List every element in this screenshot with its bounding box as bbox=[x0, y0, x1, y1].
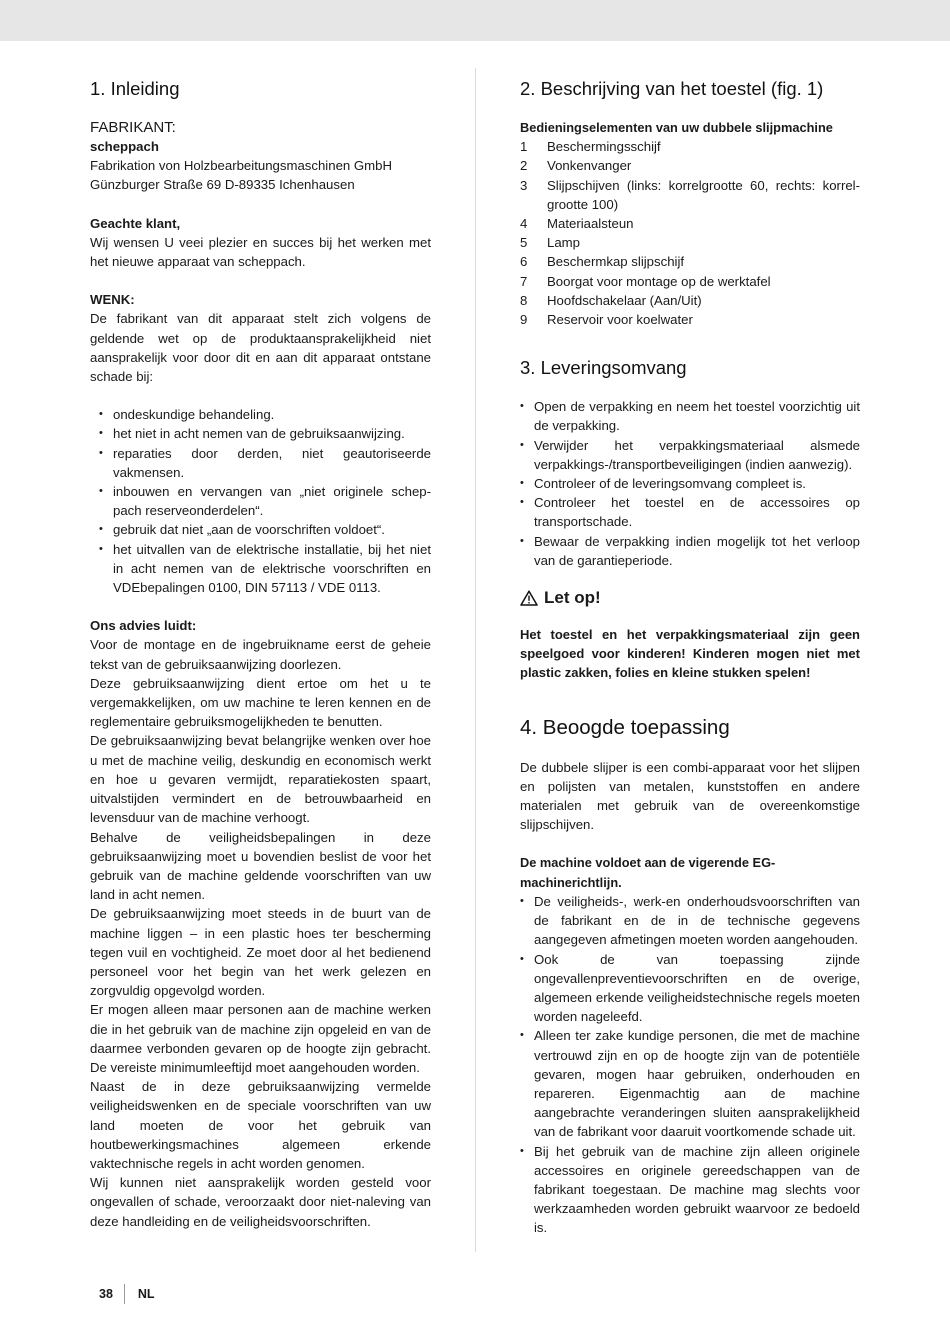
advies-paragraph: Behalve de veiligheidsbepalingen in deze gebruiksaanwijzing moet u bovendien beslist de voor het gebruik van de machine geldende voorschriften van uw land in acht nemen. bbox=[90, 829, 431, 903]
list-item: 2 Vonkenvanger bbox=[520, 158, 632, 174]
list-item: 3 Slijpschijven (links: korrelgrootte 60, rechts: korrel-grootte 100) bbox=[520, 177, 860, 212]
top-bar bbox=[0, 0, 950, 41]
right-column bbox=[520, 78, 860, 1238]
list-item: 7 Boorgat voor montage op de werktafel bbox=[520, 273, 771, 289]
list-item: • Open de verpakking en neem het toestel voorzichtig uit de verpakking. bbox=[520, 397, 860, 435]
list-item: • Controleer of de leveringsomvang compleet is. bbox=[520, 474, 860, 493]
list-item: • reparaties door derden, niet geautoriseerde vakmensen. bbox=[90, 444, 431, 482]
warning-title: Let op! bbox=[544, 588, 601, 608]
wenk-label: WENK: bbox=[90, 292, 135, 308]
list-item: • Verwijder het verpakkingsmateriaal alsmede verpakkings-/transportbeveiligingen (indien aanwezig). bbox=[520, 436, 860, 474]
list-item: 9 Reservoir voor koelwater bbox=[520, 312, 693, 328]
warning-text: Het toestel en het verpakkingsmateriaal zijn geen speelgoed voor kinderen! Kinderen mogen niet met plastic zakken, folies en kleine stukken spelen! bbox=[520, 627, 860, 681]
advies-paragraph: Er mogen alleen maar personen aan de machine werken die in het gebruik van de machine zijn opgeleid en van de daarmee verbonden gevaren op de hoogte zijn gebracht. De vereiste minimumleeftijd moet aangehouden worden. bbox=[90, 1002, 431, 1075]
greeting-label: Geachte klant, bbox=[90, 215, 181, 231]
usage-list bbox=[520, 892, 860, 1238]
list-item: • De veiligheids-, werk-en onderhoudsvoorschriften van de fabrikant en de in de technische gegevens aangegeven afmetingen moeten worden aangehouden. bbox=[520, 892, 860, 950]
wenk-text: De fabrikant van dit apparaat stelt zich volgens de geldende wet op de produktaansprakelijkheid niet aansprakelijk voor door dit en aan dit apparaat ontstane schade bij: bbox=[90, 311, 431, 385]
brand-name: scheppach bbox=[90, 139, 159, 154]
column-divider bbox=[475, 68, 476, 1252]
warning-heading bbox=[520, 587, 860, 609]
address-line-1: Fabrikation von Holzbearbeitungsmaschinen GmbH bbox=[90, 158, 392, 174]
advies-paragraph: De gebruiksaanwijzing moet steeds in de buurt van de machine liggen – in een plastic hoes ter bescherming tegen vuil en vochtigheid. Ze moet door al het bedienend personeel voor het begin van het werk gelezen en zorgvuldig opgevolgd worden. bbox=[90, 906, 431, 999]
eg-directive-label: De machine voldoet aan de vigerende EG-machinerichtlijn. bbox=[520, 855, 776, 890]
page-number: 38 bbox=[99, 1287, 113, 1301]
advies-paragraph: Voor de montage en de ingebruikname eerst de geheie tekst van de gebruiksaanwijzing doorlezen. bbox=[90, 637, 431, 672]
advies-paragraph: Deze gebruiksaanwijzing dient ertoe om het u te vergemakkelijken, om uw machine te leren kennen en de reglementaire gebruiksmogelijkheden te benutten. bbox=[90, 675, 431, 730]
controls-label: Bedieningselementen van uw dubbele slijpmachine bbox=[520, 120, 833, 135]
parts-list bbox=[520, 137, 860, 329]
address-line-2: Günzburger Straße 69 D-89335 Ichenhausen bbox=[90, 177, 355, 193]
section-heading-inleiding: 1. Inleiding bbox=[90, 78, 180, 99]
left-column bbox=[90, 78, 431, 1231]
usage-text: De dubbele slijper is een combi-apparaat voor het slijpen en polijsten van metalen, kunststoffen en andere materialen met gebruik van de overeenkomstige slijpschijven. bbox=[520, 759, 860, 833]
list-item: • Controleer het toestel en de accessoires op transportschade. bbox=[520, 493, 860, 531]
advies-paragraph: Naast de in deze gebruiksaanwijzing vermelde veiligheidswenken en de speciale voorschriften van uw land moeten de voor het gebruik van houtbewerkingsmachines algemeen erkende vaktechnische regels in acht worden genomen. bbox=[90, 1079, 431, 1171]
liability-list bbox=[90, 405, 431, 597]
list-item: 1 Beschermingsschijf bbox=[520, 139, 661, 155]
advies-label: Ons advies luidt: bbox=[90, 618, 197, 634]
list-item: • gebruik dat niet „aan de voorschriften voldoet“. bbox=[90, 520, 431, 539]
list-item: • Bewaar de verpakking indien mogelijk tot het verloop van de garantieperiode. bbox=[520, 532, 860, 570]
advies-paragraph: Wij kunnen niet aansprakelijk worden gesteld voor ongevallen of schade, veroorzaakt door niet-naleving van deze handleiding en de veiligheidsvoorschriften. bbox=[90, 1175, 431, 1229]
warning-triangle-icon bbox=[520, 590, 538, 606]
advies-paragraph: De gebruiksaanwijzing bevat belangrijke wenken over hoe u met de machine veilig, deskundig en economisch werkt en hoe u gevaren vermijdt, reparatiekosten spaart, uitvalstijden vermindert en de betrouwbaarheid en levensduur van de machine verhoogt. bbox=[90, 733, 431, 826]
section-heading-beoogde-toepassing: 4. Beoogde toepassing bbox=[520, 715, 730, 739]
language-code: NL bbox=[137, 1287, 155, 1301]
list-item: • inbouwen en vervangen van „niet originele schep-pach reserveonderdelen“. bbox=[90, 482, 431, 520]
list-item: • Alleen ter zake kundige personen, die met de machine vertrouwd zijn en op de hoogte zijn van de potentiële gevaren, mogen haar gebruiken, onderhouden en repareren. Eigenmachtig aan de machine aangebrachte veranderingen sluiten aansprakelijkheid van de fabrikant voor daaruit voortkomende schade uit. bbox=[520, 1026, 860, 1141]
list-item: • ondeskundige behandeling. bbox=[90, 405, 431, 424]
list-item: • Ook de van toepassing zijnde ongevallenpreventievoorschriften en de overige, algemeen erkende veiligheidstechnische regels moeten worden nageleefd. bbox=[520, 950, 860, 1027]
footer-divider bbox=[124, 1284, 125, 1304]
list-item: 4 Materiaalsteun bbox=[520, 216, 634, 232]
section-heading-leveringsomvang: 3. Leveringsomvang bbox=[520, 357, 687, 379]
list-item: • het uitvallen van de elektrische installatie, bij het niet in acht nemen van de elektrische voorschriften en VDEbepalingen 0100, DIN 57113 / VDE 0113. bbox=[90, 540, 431, 598]
list-item: 6 Beschermkap slijpschijf bbox=[520, 254, 685, 270]
list-item: • Bij het gebruik van de machine zijn alleen originele accessoires en originele gereedschappen van de fabrikant toegestaan. De machine mag slechts voor werkzaamheden worden gebruikt waarvoor ze bedoeld is. bbox=[520, 1142, 860, 1238]
list-item: 5 Lamp bbox=[520, 235, 580, 251]
section-heading-beschrijving: 2. Beschrijving van het toestel (fig. 1) bbox=[520, 78, 824, 99]
list-item: • het niet in acht nemen van de gebruiksaanwijzing. bbox=[90, 424, 431, 443]
fabrikant-label: FABRIKANT: bbox=[90, 119, 176, 136]
delivery-list bbox=[520, 397, 860, 570]
page-footer bbox=[99, 1284, 155, 1304]
greeting-text: Wij wensen U veei plezier en succes bij het werken met het nieuwe apparaat van scheppach. bbox=[90, 234, 431, 270]
list-item: 8 Hoofdschakelaar (Aan/Uit) bbox=[520, 292, 702, 308]
